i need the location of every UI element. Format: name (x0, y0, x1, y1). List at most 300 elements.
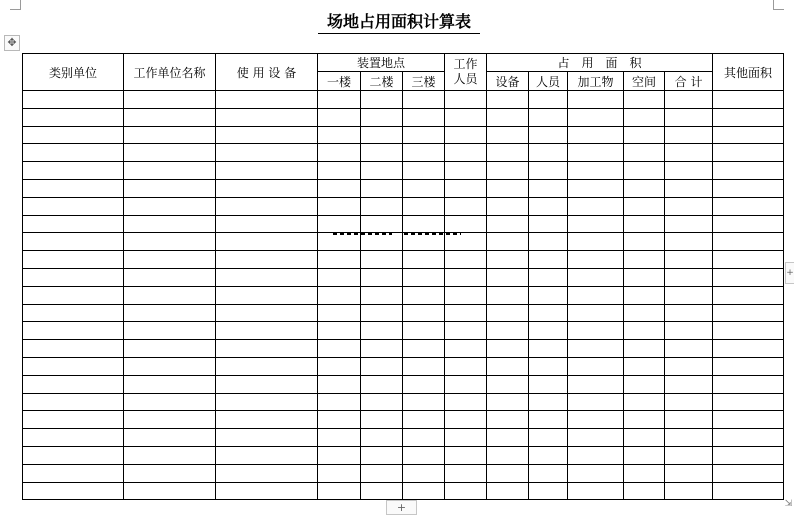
table-cell[interactable] (23, 322, 124, 340)
table-cell[interactable] (713, 144, 784, 162)
table-cell[interactable] (403, 429, 445, 447)
table-cell[interactable] (124, 464, 216, 482)
table-cell[interactable] (529, 251, 568, 269)
table-cell[interactable] (23, 126, 124, 144)
table-cell[interactable] (713, 322, 784, 340)
table-cell[interactable] (529, 162, 568, 180)
table-cell[interactable] (124, 233, 216, 251)
table-cell[interactable] (624, 144, 665, 162)
table-cell[interactable] (665, 233, 713, 251)
table-cell[interactable] (124, 357, 216, 375)
table-cell[interactable] (665, 340, 713, 358)
table-cell[interactable] (23, 340, 124, 358)
table-cell[interactable] (713, 340, 784, 358)
table-cell[interactable] (487, 482, 529, 500)
table-cell[interactable] (713, 179, 784, 197)
table-cell[interactable] (361, 179, 403, 197)
table-cell[interactable] (624, 162, 665, 180)
table-cell[interactable] (713, 482, 784, 500)
table-cell[interactable] (529, 197, 568, 215)
table-cell[interactable] (23, 357, 124, 375)
table-cell[interactable] (124, 268, 216, 286)
table-cell[interactable] (624, 126, 665, 144)
table-cell[interactable] (568, 251, 624, 269)
table-cell[interactable] (124, 446, 216, 464)
table-cell[interactable] (568, 233, 624, 251)
table-cell[interactable] (124, 393, 216, 411)
table-cell[interactable] (665, 357, 713, 375)
table-cell[interactable] (361, 340, 403, 358)
table-cell[interactable] (318, 126, 361, 144)
table-cell[interactable] (529, 268, 568, 286)
table-cell[interactable] (487, 108, 529, 126)
table-cell[interactable] (713, 268, 784, 286)
table-cell[interactable] (23, 233, 124, 251)
table-cell[interactable] (445, 162, 487, 180)
table-cell[interactable] (445, 482, 487, 500)
table-cell[interactable] (318, 375, 361, 393)
table-cell[interactable] (23, 215, 124, 233)
table-cell[interactable] (318, 251, 361, 269)
table-cell[interactable] (318, 268, 361, 286)
table-cell[interactable] (529, 464, 568, 482)
table-cell[interactable] (487, 464, 529, 482)
table-cell[interactable] (361, 108, 403, 126)
table-cell[interactable] (665, 126, 713, 144)
table-cell[interactable] (529, 357, 568, 375)
table-cell[interactable] (403, 464, 445, 482)
table-cell[interactable] (487, 411, 529, 429)
table-cell[interactable] (403, 91, 445, 109)
table-cell[interactable] (487, 144, 529, 162)
table-cell[interactable] (124, 286, 216, 304)
table-cell[interactable] (216, 108, 318, 126)
table-cell[interactable] (529, 482, 568, 500)
table-cell[interactable] (318, 304, 361, 322)
table-cell[interactable] (318, 357, 361, 375)
table-cell[interactable] (318, 322, 361, 340)
table-cell[interactable] (216, 91, 318, 109)
table-cell[interactable] (568, 322, 624, 340)
table-cell[interactable] (445, 429, 487, 447)
table-cell[interactable] (568, 215, 624, 233)
table-cell[interactable] (216, 286, 318, 304)
table-cell[interactable] (624, 197, 665, 215)
table-cell[interactable] (361, 251, 403, 269)
table-cell[interactable] (318, 91, 361, 109)
table-cell[interactable] (216, 482, 318, 500)
table-cell[interactable] (361, 446, 403, 464)
table-cell[interactable] (445, 322, 487, 340)
table-cell[interactable] (568, 375, 624, 393)
table-cell[interactable] (216, 162, 318, 180)
add-row-icon[interactable]: + (386, 500, 417, 515)
table-cell[interactable] (361, 286, 403, 304)
table-cell[interactable] (216, 215, 318, 233)
table-cell[interactable] (361, 411, 403, 429)
table-cell[interactable] (318, 144, 361, 162)
table-cell[interactable] (487, 304, 529, 322)
table-cell[interactable] (318, 340, 361, 358)
table-cell[interactable] (487, 322, 529, 340)
table-cell[interactable] (23, 482, 124, 500)
table-cell[interactable] (124, 126, 216, 144)
table-cell[interactable] (624, 393, 665, 411)
table-cell[interactable] (624, 286, 665, 304)
table-cell[interactable] (624, 322, 665, 340)
table-cell[interactable] (23, 393, 124, 411)
table-cell[interactable] (624, 268, 665, 286)
table-cell[interactable] (318, 446, 361, 464)
table-cell[interactable] (665, 144, 713, 162)
table-cell[interactable] (403, 197, 445, 215)
table-cell[interactable] (624, 357, 665, 375)
table-cell[interactable] (216, 179, 318, 197)
table-cell[interactable] (216, 446, 318, 464)
table-cell[interactable] (529, 179, 568, 197)
table-cell[interactable] (568, 91, 624, 109)
table-cell[interactable] (23, 197, 124, 215)
table-cell[interactable] (568, 197, 624, 215)
table-cell[interactable] (665, 446, 713, 464)
table-cell[interactable] (23, 429, 124, 447)
table-cell[interactable] (23, 144, 124, 162)
table-cell[interactable] (361, 144, 403, 162)
table-cell[interactable] (445, 108, 487, 126)
table-cell[interactable] (487, 197, 529, 215)
table-cell[interactable] (216, 251, 318, 269)
table-cell[interactable] (624, 108, 665, 126)
table-cell[interactable] (665, 286, 713, 304)
table-cell[interactable] (216, 233, 318, 251)
table-cell[interactable] (529, 108, 568, 126)
table-cell[interactable] (713, 251, 784, 269)
table-cell[interactable] (361, 91, 403, 109)
table-cell[interactable] (23, 179, 124, 197)
table-cell[interactable] (445, 179, 487, 197)
table-cell[interactable] (403, 144, 445, 162)
table-cell[interactable] (318, 482, 361, 500)
table-cell[interactable] (361, 357, 403, 375)
table-cell[interactable] (23, 464, 124, 482)
table-cell[interactable] (624, 233, 665, 251)
table-cell[interactable] (361, 162, 403, 180)
table-cell[interactable] (529, 126, 568, 144)
table-cell[interactable] (487, 340, 529, 358)
table-cell[interactable] (529, 393, 568, 411)
table-cell[interactable] (445, 251, 487, 269)
table-cell[interactable] (216, 357, 318, 375)
table-cell[interactable] (361, 197, 403, 215)
table-cell[interactable] (124, 91, 216, 109)
table-cell[interactable] (445, 411, 487, 429)
table-cell[interactable] (713, 162, 784, 180)
table-cell[interactable] (361, 464, 403, 482)
table-cell[interactable] (713, 215, 784, 233)
table-cell[interactable] (23, 162, 124, 180)
table-cell[interactable] (529, 375, 568, 393)
table-cell[interactable] (403, 340, 445, 358)
table-cell[interactable] (713, 375, 784, 393)
table-cell[interactable] (713, 464, 784, 482)
table-cell[interactable] (361, 375, 403, 393)
table-cell[interactable] (665, 482, 713, 500)
table-cell[interactable] (529, 429, 568, 447)
table-cell[interactable] (403, 215, 445, 233)
table-cell[interactable] (713, 446, 784, 464)
table-cell[interactable] (318, 233, 361, 251)
table-cell[interactable] (529, 91, 568, 109)
table-cell[interactable] (624, 446, 665, 464)
table-cell[interactable] (713, 411, 784, 429)
table-cell[interactable] (665, 197, 713, 215)
table-cell[interactable] (529, 446, 568, 464)
table-cell[interactable] (665, 411, 713, 429)
table-cell[interactable] (445, 144, 487, 162)
table-cell[interactable] (403, 126, 445, 144)
table-cell[interactable] (124, 482, 216, 500)
table-cell[interactable] (487, 446, 529, 464)
table-cell[interactable] (529, 286, 568, 304)
table-cell[interactable] (361, 233, 403, 251)
table-cell[interactable] (665, 108, 713, 126)
table-cell[interactable] (665, 429, 713, 447)
table-resize-icon[interactable]: ⇲ (784, 499, 793, 509)
table-cell[interactable] (713, 126, 784, 144)
table-cell[interactable] (23, 108, 124, 126)
table-cell[interactable] (568, 179, 624, 197)
table-cell[interactable] (487, 357, 529, 375)
table-cell[interactable] (318, 108, 361, 126)
table-cell[interactable] (403, 233, 445, 251)
table-cell[interactable] (568, 340, 624, 358)
table-cell[interactable] (23, 411, 124, 429)
table-cell[interactable] (665, 464, 713, 482)
table-cell[interactable] (124, 411, 216, 429)
table-cell[interactable] (568, 464, 624, 482)
table-cell[interactable] (487, 162, 529, 180)
table-cell[interactable] (487, 179, 529, 197)
table-cell[interactable] (216, 411, 318, 429)
table-cell[interactable] (487, 393, 529, 411)
table-cell[interactable] (361, 304, 403, 322)
table-cell[interactable] (624, 179, 665, 197)
table-cell[interactable] (318, 464, 361, 482)
table-cell[interactable] (568, 393, 624, 411)
table-cell[interactable] (124, 375, 216, 393)
table-cell[interactable] (403, 268, 445, 286)
table-cell[interactable] (403, 393, 445, 411)
table-cell[interactable] (665, 304, 713, 322)
table-cell[interactable] (361, 429, 403, 447)
table-cell[interactable] (216, 322, 318, 340)
table-cell[interactable] (403, 304, 445, 322)
table-cell[interactable] (361, 322, 403, 340)
table-cell[interactable] (665, 393, 713, 411)
table-cell[interactable] (361, 126, 403, 144)
table-cell[interactable] (318, 197, 361, 215)
table-cell[interactable] (445, 197, 487, 215)
table-cell[interactable] (487, 251, 529, 269)
table-cell[interactable] (568, 286, 624, 304)
table-cell[interactable] (624, 464, 665, 482)
table-cell[interactable] (403, 108, 445, 126)
table-cell[interactable] (23, 91, 124, 109)
add-column-icon[interactable]: + (785, 262, 794, 284)
table-cell[interactable] (568, 126, 624, 144)
table-cell[interactable] (487, 286, 529, 304)
table-cell[interactable] (665, 251, 713, 269)
table-cell[interactable] (487, 233, 529, 251)
table-cell[interactable] (403, 375, 445, 393)
table-cell[interactable] (403, 446, 445, 464)
table-cell[interactable] (529, 304, 568, 322)
table-cell[interactable] (361, 393, 403, 411)
table-cell[interactable] (624, 215, 665, 233)
table-cell[interactable] (665, 179, 713, 197)
table-cell[interactable] (568, 482, 624, 500)
table-cell[interactable] (361, 215, 403, 233)
table-cell[interactable] (445, 340, 487, 358)
table-cell[interactable] (529, 340, 568, 358)
table-cell[interactable] (318, 162, 361, 180)
table-cell[interactable] (568, 144, 624, 162)
table-cell[interactable] (318, 429, 361, 447)
table-cell[interactable] (403, 179, 445, 197)
table-cell[interactable] (403, 322, 445, 340)
table-cell[interactable] (445, 304, 487, 322)
table-cell[interactable] (624, 375, 665, 393)
table-cell[interactable] (624, 482, 665, 500)
table-cell[interactable] (403, 286, 445, 304)
table-cell[interactable] (713, 393, 784, 411)
table-cell[interactable] (318, 286, 361, 304)
table-cell[interactable] (445, 215, 487, 233)
table-cell[interactable] (124, 304, 216, 322)
table-cell[interactable] (713, 357, 784, 375)
table-cell[interactable] (403, 357, 445, 375)
table-cell[interactable] (318, 179, 361, 197)
table-cell[interactable] (124, 162, 216, 180)
table-cell[interactable] (568, 268, 624, 286)
table-cell[interactable] (361, 482, 403, 500)
table-cell[interactable] (445, 375, 487, 393)
table-cell[interactable] (318, 215, 361, 233)
table-cell[interactable] (403, 482, 445, 500)
table-cell[interactable] (568, 357, 624, 375)
table-cell[interactable] (124, 144, 216, 162)
table-cell[interactable] (445, 446, 487, 464)
table-cell[interactable] (318, 393, 361, 411)
table-cell[interactable] (445, 233, 487, 251)
table-cell[interactable] (445, 268, 487, 286)
table-cell[interactable] (445, 126, 487, 144)
table-cell[interactable] (529, 215, 568, 233)
table-cell[interactable] (624, 411, 665, 429)
table-cell[interactable] (216, 304, 318, 322)
table-cell[interactable] (665, 215, 713, 233)
table-cell[interactable] (568, 429, 624, 447)
table-cell[interactable] (624, 91, 665, 109)
table-cell[interactable] (713, 91, 784, 109)
table-cell[interactable] (487, 91, 529, 109)
table-cell[interactable] (487, 126, 529, 144)
table-cell[interactable] (568, 108, 624, 126)
table-cell[interactable] (216, 375, 318, 393)
table-cell[interactable] (445, 464, 487, 482)
table-cell[interactable] (124, 197, 216, 215)
table-cell[interactable] (216, 464, 318, 482)
table-cell[interactable] (487, 375, 529, 393)
table-cell[interactable] (529, 322, 568, 340)
table-cell[interactable] (124, 340, 216, 358)
table-cell[interactable] (568, 162, 624, 180)
table-cell[interactable] (23, 268, 124, 286)
table-cell[interactable] (568, 304, 624, 322)
table-cell[interactable] (487, 429, 529, 447)
table-cell[interactable] (403, 411, 445, 429)
table-cell[interactable] (529, 411, 568, 429)
table-cell[interactable] (216, 268, 318, 286)
table-cell[interactable] (23, 286, 124, 304)
table-cell[interactable] (216, 144, 318, 162)
table-cell[interactable] (568, 446, 624, 464)
table-cell[interactable] (665, 268, 713, 286)
table-cell[interactable] (487, 268, 529, 286)
table-cell[interactable] (124, 429, 216, 447)
table-move-handle-icon[interactable]: ✥ (4, 35, 20, 51)
table-cell[interactable] (713, 286, 784, 304)
table-cell[interactable] (665, 91, 713, 109)
table-cell[interactable] (23, 375, 124, 393)
table-cell[interactable] (624, 429, 665, 447)
table-cell[interactable] (445, 91, 487, 109)
table-cell[interactable] (216, 340, 318, 358)
table-cell[interactable] (529, 144, 568, 162)
table-cell[interactable] (216, 429, 318, 447)
table-cell[interactable] (713, 304, 784, 322)
table-cell[interactable] (361, 268, 403, 286)
table-cell[interactable] (318, 411, 361, 429)
table-cell[interactable] (487, 215, 529, 233)
table-cell[interactable] (665, 162, 713, 180)
table-cell[interactable] (445, 357, 487, 375)
table-cell[interactable] (124, 215, 216, 233)
table-cell[interactable] (624, 340, 665, 358)
table-cell[interactable] (23, 446, 124, 464)
table-cell[interactable] (529, 233, 568, 251)
table-cell[interactable] (403, 162, 445, 180)
table-cell[interactable] (216, 126, 318, 144)
table-cell[interactable] (124, 179, 216, 197)
table-cell[interactable] (624, 304, 665, 322)
table-cell[interactable] (124, 322, 216, 340)
table-cell[interactable] (124, 108, 216, 126)
table-cell[interactable] (624, 251, 665, 269)
table-cell[interactable] (403, 251, 445, 269)
table-cell[interactable] (445, 286, 487, 304)
table-cell[interactable] (665, 375, 713, 393)
table-cell[interactable] (665, 322, 713, 340)
table-cell[interactable] (216, 393, 318, 411)
table-cell[interactable] (713, 233, 784, 251)
table-cell[interactable] (216, 197, 318, 215)
table-cell[interactable] (23, 304, 124, 322)
table-cell[interactable] (445, 393, 487, 411)
table-cell[interactable] (713, 197, 784, 215)
table-cell[interactable] (124, 251, 216, 269)
table-cell[interactable] (23, 251, 124, 269)
